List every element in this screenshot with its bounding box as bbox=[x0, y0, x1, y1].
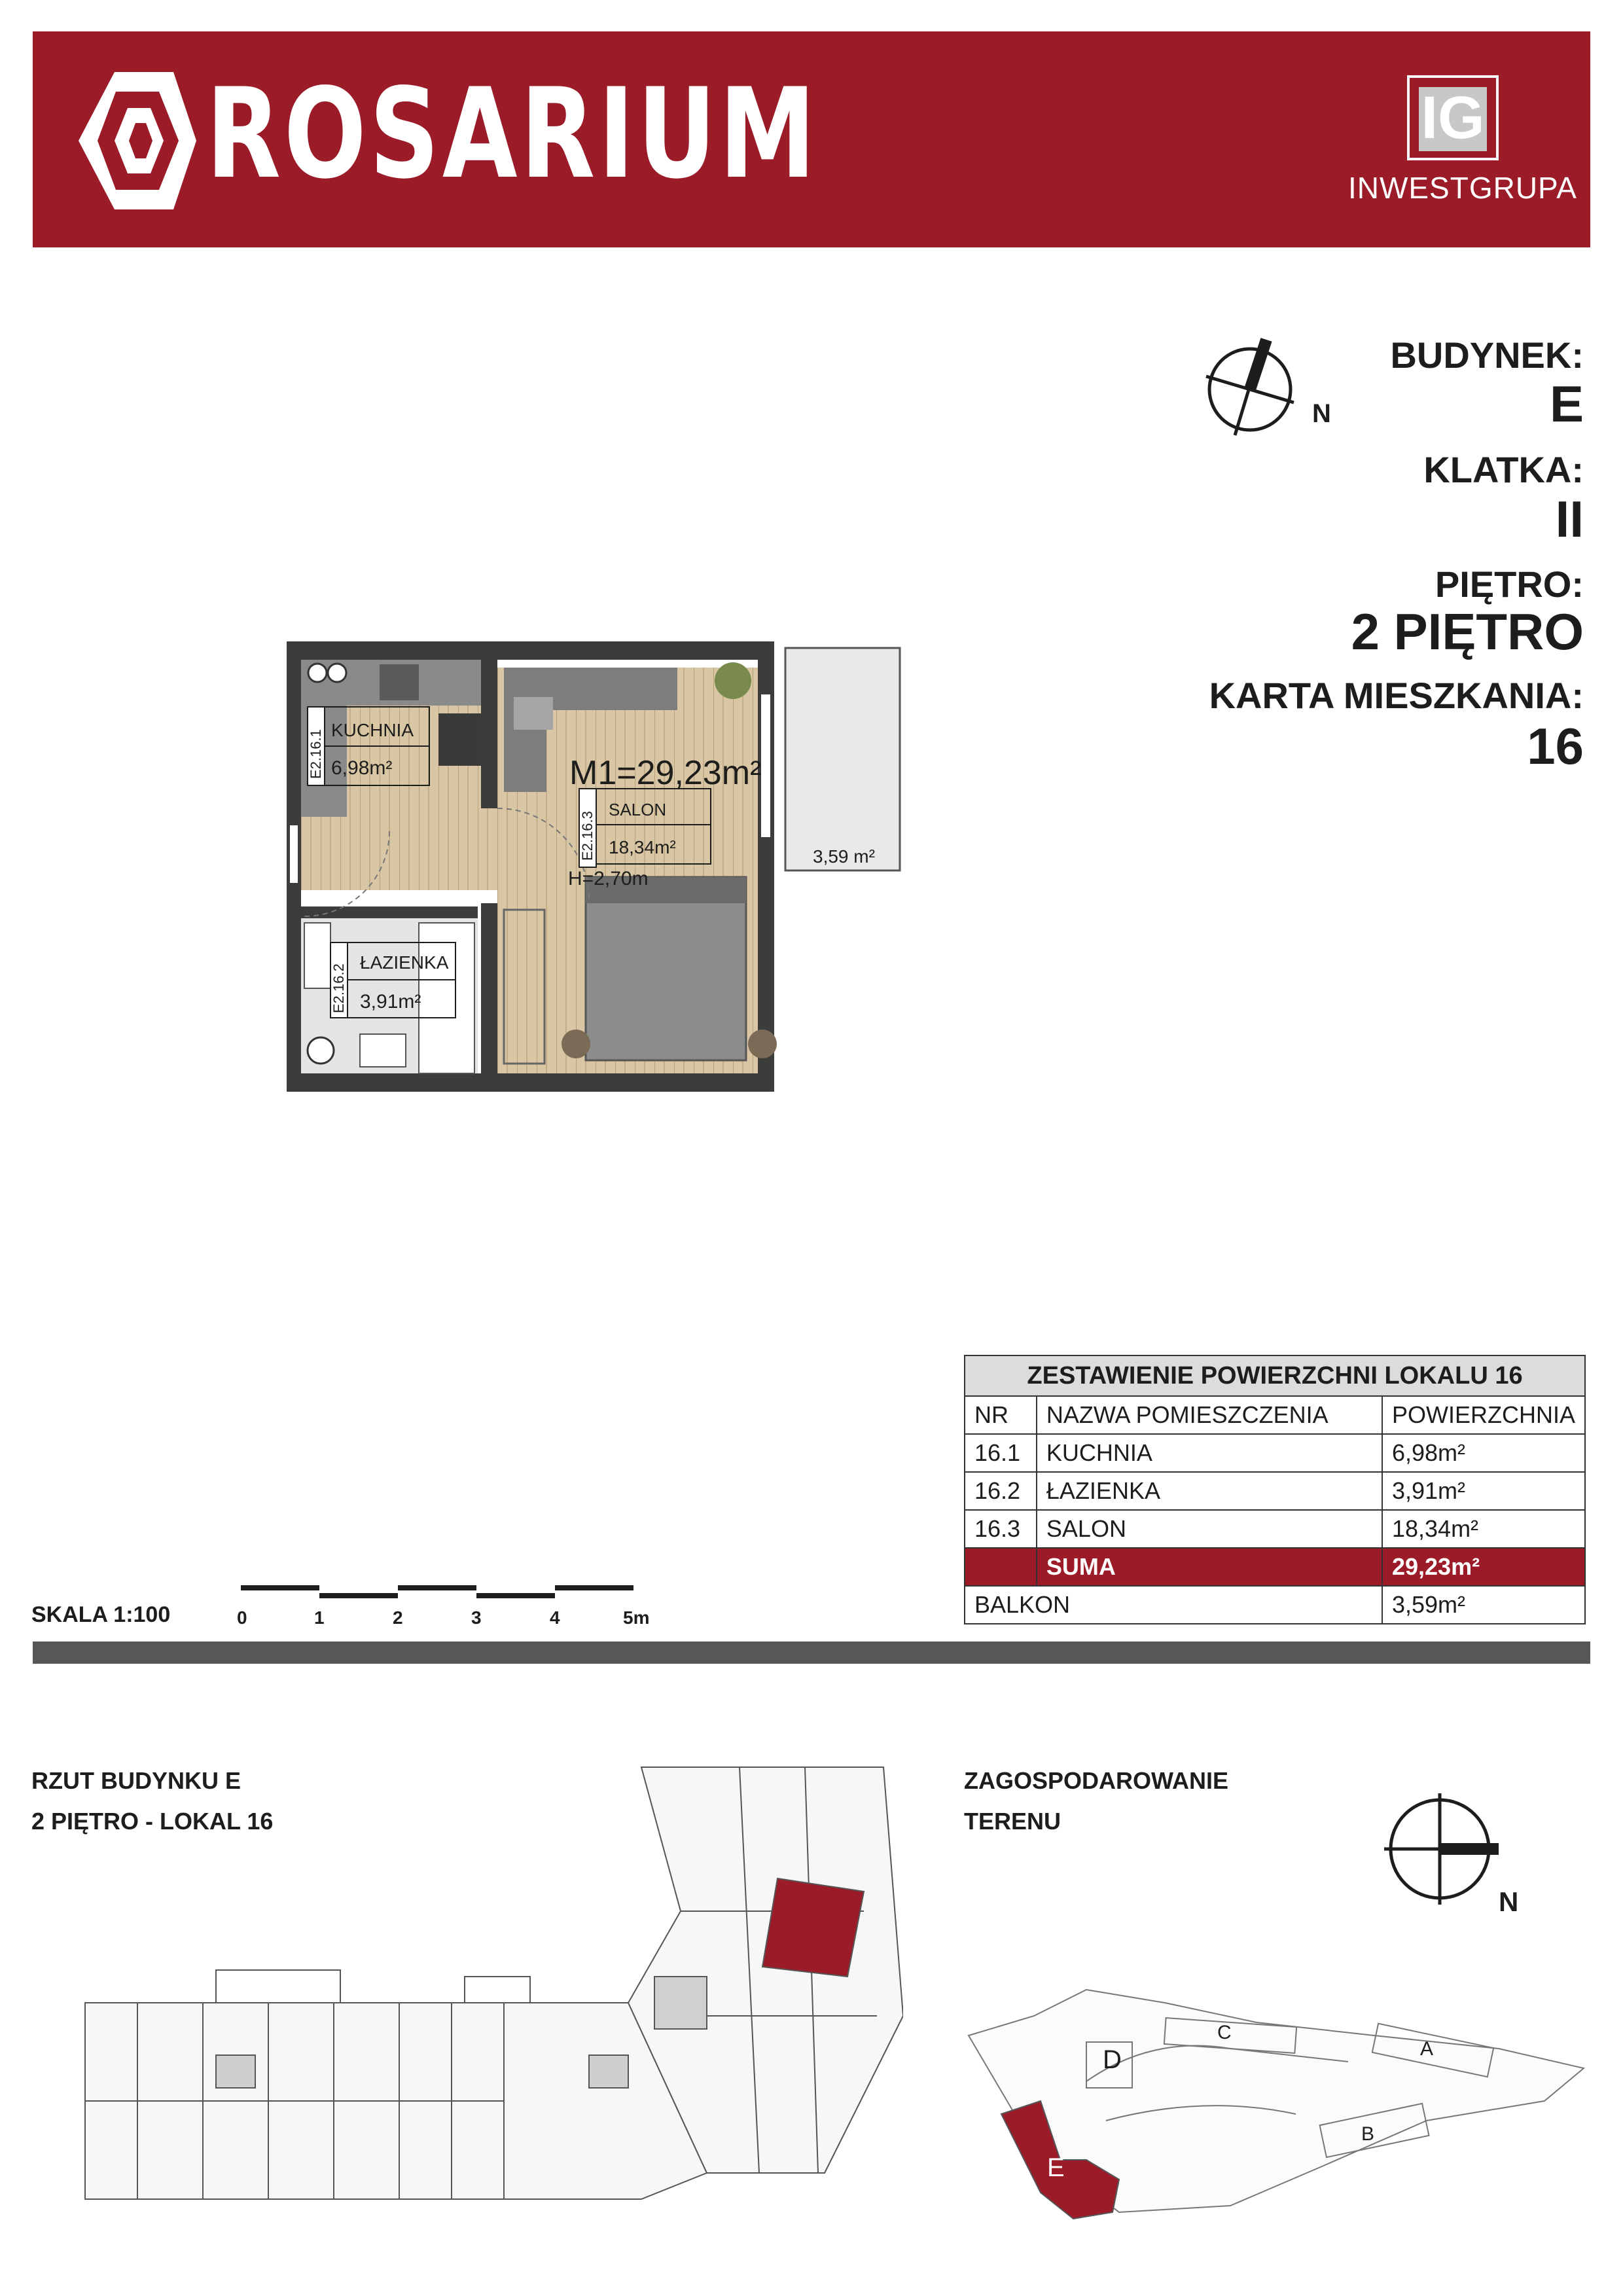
site-plan-title bbox=[964, 1761, 1228, 1842]
developer-name: INWESTGRUPA bbox=[1347, 171, 1577, 205]
bath-code: E2.16.2 bbox=[330, 963, 347, 1013]
salon-name: SALON bbox=[609, 800, 667, 819]
balcony-label: BALKON bbox=[965, 1586, 1382, 1624]
card-label: KARTA MIESZKANIA: bbox=[1209, 675, 1584, 716]
row-nr: 16.1 bbox=[965, 1434, 1037, 1472]
highlighted-unit-16 bbox=[762, 1878, 864, 1977]
row-area: 3,91m² bbox=[1382, 1472, 1585, 1510]
kitchen-name: KUCHNIA bbox=[331, 720, 414, 740]
divider-bar bbox=[33, 1641, 1590, 1664]
sum-row bbox=[965, 1548, 1585, 1586]
row-nr: 16.2 bbox=[965, 1472, 1037, 1510]
table-row bbox=[965, 1434, 1585, 1472]
staircase-value: II bbox=[1555, 490, 1584, 548]
bath-area: 3,91m² bbox=[360, 991, 421, 1013]
site-compass-icon bbox=[1374, 1793, 1551, 1918]
table-title: ZESTAWIENIE POWIERZCHNI LOKALU 16 bbox=[965, 1355, 1585, 1396]
sum-label: SUMA bbox=[1037, 1548, 1382, 1586]
table-header-row bbox=[965, 1396, 1585, 1434]
rosarium-logo-icon bbox=[75, 65, 200, 216]
site-plan-title-line2: TERENU bbox=[964, 1808, 1061, 1835]
floor-label: PIĘTRO: bbox=[1435, 564, 1584, 605]
salon-area: 18,34m² bbox=[609, 837, 676, 857]
bath-name: ŁAZIENKA bbox=[360, 952, 449, 973]
building-label-b: B bbox=[1361, 2123, 1375, 2145]
table-row bbox=[965, 1472, 1585, 1510]
building-label-a: A bbox=[1420, 2038, 1434, 2060]
room-height: H=2,70m bbox=[568, 868, 649, 889]
header-area: POWIERZCHNIA bbox=[1382, 1396, 1585, 1434]
balcony-area-label: 3,59 m² bbox=[813, 846, 875, 867]
scale-tick: 5m bbox=[623, 1607, 650, 1628]
north-letter: N bbox=[1312, 399, 1331, 428]
building-label-d: D bbox=[1103, 2045, 1122, 2074]
building-label-e: E bbox=[1047, 2153, 1065, 2182]
inwestgrupa-logo-icon bbox=[1407, 75, 1499, 160]
building-label-c: C bbox=[1217, 2022, 1232, 2043]
brand-name: ROSARIUM bbox=[206, 62, 819, 206]
building-plan-title-line2: 2 PIĘTRO - LOKAL 16 bbox=[31, 1808, 274, 1835]
scale-tick: 4 bbox=[550, 1607, 560, 1628]
balcony-value: 3,59m² bbox=[1382, 1586, 1585, 1624]
balcony-row bbox=[965, 1586, 1585, 1624]
scale-label: SKALA 1:100 bbox=[31, 1602, 171, 1627]
site-north-letter: N bbox=[1499, 1886, 1519, 1917]
header-nr: NR bbox=[965, 1396, 1037, 1434]
apartment-floor-plan bbox=[281, 641, 903, 1093]
table-row bbox=[965, 1510, 1585, 1548]
scale-bar bbox=[241, 1585, 633, 1598]
salon-code: E2.16.3 bbox=[579, 811, 596, 861]
area-summary-table bbox=[964, 1355, 1586, 1624]
scale-tick: 2 bbox=[393, 1607, 403, 1628]
scale-tick: 3 bbox=[471, 1607, 482, 1628]
compass-icon bbox=[1201, 337, 1332, 448]
site-plan-map bbox=[955, 1950, 1597, 2225]
building-floor-plan bbox=[52, 1715, 903, 2219]
card-value: 16 bbox=[1527, 717, 1584, 775]
building-value: E bbox=[1549, 375, 1584, 433]
row-name: KUCHNIA bbox=[1037, 1434, 1382, 1472]
apartment-total: M1=29,23m² bbox=[569, 754, 762, 792]
floor-value: 2 PIĘTRO bbox=[1351, 603, 1584, 660]
row-name: ŁAZIENKA bbox=[1037, 1472, 1382, 1510]
building-plan-title-line1: RZUT BUDYNKU E bbox=[31, 1767, 241, 1794]
sum-value: 29,23m² bbox=[1382, 1548, 1585, 1586]
header-name: NAZWA POMIESZCZENIA bbox=[1037, 1396, 1382, 1434]
row-nr: 16.3 bbox=[965, 1510, 1037, 1548]
kitchen-area: 6,98m² bbox=[331, 757, 393, 779]
scale-tick: 0 bbox=[237, 1607, 247, 1628]
building-label: BUDYNEK: bbox=[1390, 334, 1584, 376]
row-area: 18,34m² bbox=[1382, 1510, 1585, 1548]
kitchen-code: E2.16.1 bbox=[308, 729, 324, 779]
row-name: SALON bbox=[1037, 1510, 1382, 1548]
site-plan-title-line1: ZAGOSPODAROWANIE bbox=[964, 1767, 1229, 1794]
balcony-area bbox=[785, 648, 900, 870]
scale-tick: 1 bbox=[314, 1607, 325, 1628]
staircase-label: KLATKA: bbox=[1423, 449, 1584, 490]
developer-logo-letters: IG bbox=[1421, 84, 1485, 151]
row-area: 6,98m² bbox=[1382, 1434, 1585, 1472]
